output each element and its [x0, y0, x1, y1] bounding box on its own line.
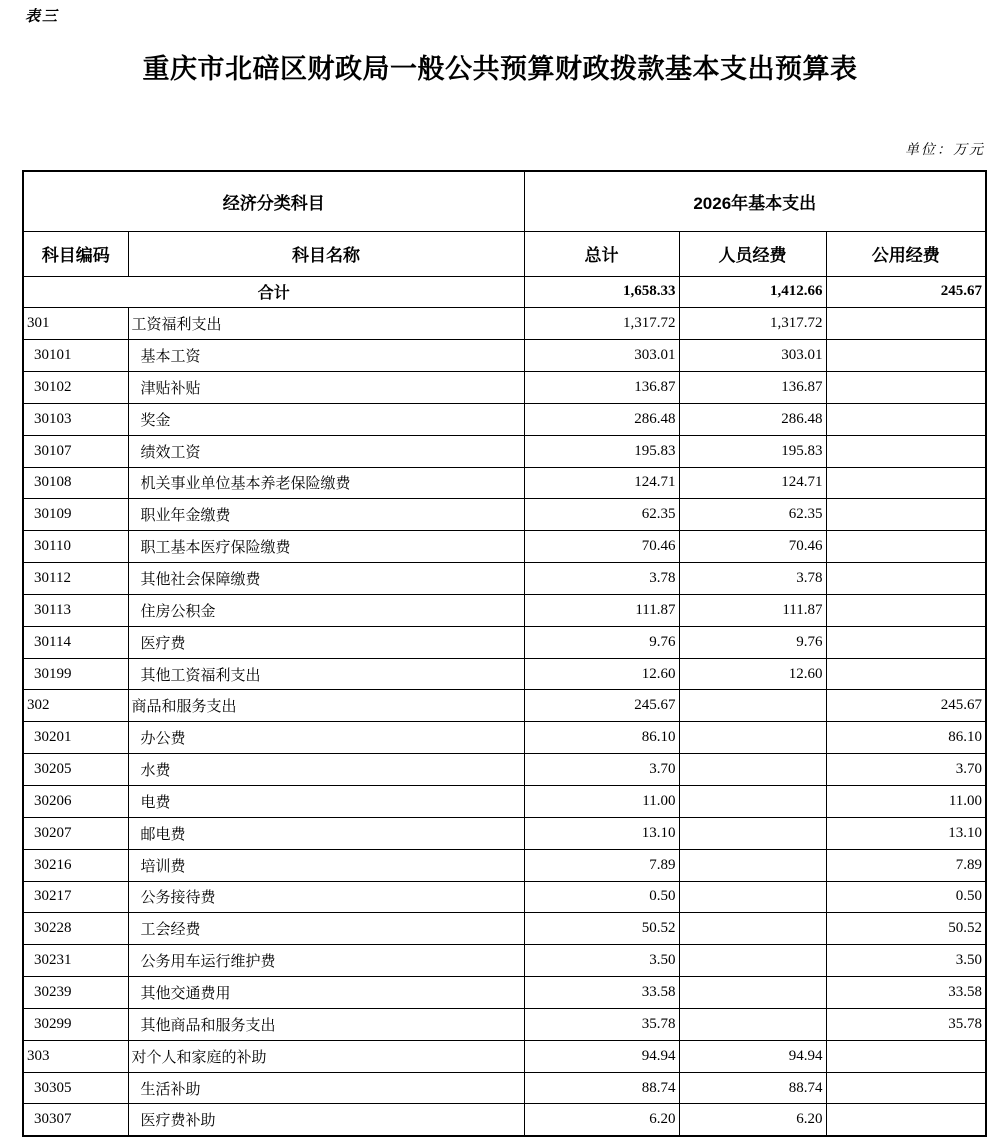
subject-code-cell: 30216	[23, 849, 128, 881]
table-row	[23, 372, 986, 404]
budget-table	[22, 170, 987, 1137]
subject-code-cell: 30231	[23, 945, 128, 977]
personnel-funds-cell: 12.60	[679, 658, 826, 690]
total-amount-cell: 13.10	[524, 817, 679, 849]
table-row	[23, 435, 986, 467]
table-row	[23, 1104, 986, 1136]
header-group-row	[23, 171, 986, 231]
subject-name-cell: 公务用车运行维护费	[128, 945, 524, 977]
total-amount-cell: 50.52	[524, 913, 679, 945]
total-amount-cell: 70.46	[524, 531, 679, 563]
table-row	[23, 1040, 986, 1072]
subject-code-cell: 30108	[23, 467, 128, 499]
public-funds-cell	[826, 1104, 986, 1136]
total-amount-cell: 3.78	[524, 563, 679, 595]
col-header-personnel-funds: 人员经费	[679, 231, 826, 276]
personnel-funds-cell: 3.78	[679, 563, 826, 595]
subject-name-cell: 其他工资福利支出	[128, 658, 524, 690]
subject-name-cell: 生活补助	[128, 1072, 524, 1104]
grand-total-row	[23, 276, 986, 308]
subject-name-cell: 商品和服务支出	[128, 690, 524, 722]
personnel-funds-cell: 111.87	[679, 594, 826, 626]
table-header	[23, 171, 986, 276]
total-amount-cell: 303.01	[524, 340, 679, 372]
subject-name-cell: 职工基本医疗保险缴费	[128, 531, 524, 563]
total-amount-cell: 9.76	[524, 626, 679, 658]
personnel-funds-cell	[679, 786, 826, 818]
header-2026-basic-expenditure: 2026年基本支出	[524, 171, 986, 231]
subject-name-cell: 电费	[128, 786, 524, 818]
personnel-funds-cell: 124.71	[679, 467, 826, 499]
subject-code-cell: 30199	[23, 658, 128, 690]
public-funds-cell: 0.50	[826, 881, 986, 913]
subject-name-cell: 其他商品和服务支出	[128, 1008, 524, 1040]
personnel-funds-cell	[679, 881, 826, 913]
subject-code-cell: 30113	[23, 594, 128, 626]
personnel-funds-cell	[679, 1008, 826, 1040]
table-number-label: 表三	[25, 9, 60, 25]
public-funds-cell: 245.67	[826, 690, 986, 722]
total-amount-cell: 111.87	[524, 594, 679, 626]
public-funds-cell	[826, 499, 986, 531]
subject-name-cell: 培训费	[128, 849, 524, 881]
public-funds-cell: 11.00	[826, 786, 986, 818]
total-amount-cell: 6.20	[524, 1104, 679, 1136]
total-amount-cell: 33.58	[524, 977, 679, 1009]
table-row	[23, 817, 986, 849]
col-header-total: 总计	[524, 231, 679, 276]
table-row	[23, 403, 986, 435]
table-row	[23, 786, 986, 818]
subject-code-cell: 30299	[23, 1008, 128, 1040]
table-row	[23, 881, 986, 913]
total-amount-cell: 11.00	[524, 786, 679, 818]
table-row	[23, 531, 986, 563]
subject-code-cell: 30239	[23, 977, 128, 1009]
subject-name-cell: 住房公积金	[128, 594, 524, 626]
subject-code-cell: 30217	[23, 881, 128, 913]
total-amount-cell: 88.74	[524, 1072, 679, 1104]
subject-code-cell: 301	[23, 308, 128, 340]
header-cols-row	[23, 231, 986, 276]
public-funds-cell: 3.70	[826, 754, 986, 786]
total-amount-cell: 7.89	[524, 849, 679, 881]
public-funds-cell	[826, 1040, 986, 1072]
subject-code-cell: 30228	[23, 913, 128, 945]
public-funds-cell: 35.78	[826, 1008, 986, 1040]
table-row	[23, 1008, 986, 1040]
table-row	[23, 626, 986, 658]
subject-code-cell: 30101	[23, 340, 128, 372]
personnel-funds-cell	[679, 945, 826, 977]
public-funds-cell: 50.52	[826, 913, 986, 945]
subject-name-cell: 公务接待费	[128, 881, 524, 913]
total-amount-cell: 12.60	[524, 658, 679, 690]
public-funds-cell	[826, 563, 986, 595]
personnel-funds-cell: 62.35	[679, 499, 826, 531]
total-amount-cell: 0.50	[524, 881, 679, 913]
personnel-funds-cell	[679, 690, 826, 722]
subject-name-cell: 水费	[128, 754, 524, 786]
table-row	[23, 658, 986, 690]
total-amount-cell: 35.78	[524, 1008, 679, 1040]
total-amount-cell: 62.35	[524, 499, 679, 531]
subject-code-cell: 30103	[23, 403, 128, 435]
public-funds-cell	[826, 372, 986, 404]
subject-name-cell: 奖金	[128, 403, 524, 435]
public-funds-cell: 13.10	[826, 817, 986, 849]
page-title: 重庆市北碚区财政局一般公共预算财政拨款基本支出预算表	[142, 54, 858, 84]
personnel-funds-cell: 94.94	[679, 1040, 826, 1072]
subject-name-cell: 基本工资	[128, 340, 524, 372]
subject-name-cell: 其他交通费用	[128, 977, 524, 1009]
table-row	[23, 594, 986, 626]
subject-name-cell: 医疗费	[128, 626, 524, 658]
subject-code-cell: 30305	[23, 1072, 128, 1104]
subject-code-cell: 30107	[23, 435, 128, 467]
subject-code-cell: 30109	[23, 499, 128, 531]
col-header-public-funds: 公用经费	[826, 231, 986, 276]
subject-name-cell: 工资福利支出	[128, 308, 524, 340]
public-funds-cell	[826, 340, 986, 372]
public-funds-cell	[826, 594, 986, 626]
subject-name-cell: 邮电费	[128, 817, 524, 849]
public-funds-cell	[826, 435, 986, 467]
total-amount-cell: 94.94	[524, 1040, 679, 1072]
grand-total-public: 245.67	[826, 276, 986, 308]
table-row	[23, 722, 986, 754]
subject-code-cell: 30110	[23, 531, 128, 563]
subject-code-cell: 30206	[23, 786, 128, 818]
grand-total-label: 合计	[23, 276, 524, 308]
personnel-funds-cell	[679, 722, 826, 754]
public-funds-cell	[826, 403, 986, 435]
unit-note: 单位：万元	[905, 143, 985, 158]
subject-name-cell: 对个人和家庭的补助	[128, 1040, 524, 1072]
subject-code-cell: 30207	[23, 817, 128, 849]
total-amount-cell: 286.48	[524, 403, 679, 435]
subject-code-cell: 30112	[23, 563, 128, 595]
total-amount-cell: 245.67	[524, 690, 679, 722]
table-row	[23, 945, 986, 977]
personnel-funds-cell: 195.83	[679, 435, 826, 467]
public-funds-cell	[826, 531, 986, 563]
total-amount-cell: 1,317.72	[524, 308, 679, 340]
col-header-subject-name: 科目名称	[128, 231, 524, 276]
subject-name-cell: 职业年金缴费	[128, 499, 524, 531]
public-funds-cell: 86.10	[826, 722, 986, 754]
public-funds-cell: 33.58	[826, 977, 986, 1009]
public-funds-cell	[826, 626, 986, 658]
grand-total-personnel: 1,412.66	[679, 276, 826, 308]
public-funds-cell: 3.50	[826, 945, 986, 977]
table-row	[23, 977, 986, 1009]
subject-name-cell: 绩效工资	[128, 435, 524, 467]
subject-name-cell: 医疗费补助	[128, 1104, 524, 1136]
table-body	[23, 276, 986, 1136]
personnel-funds-cell: 70.46	[679, 531, 826, 563]
header-economic-classification: 经济分类科目	[23, 171, 524, 231]
subject-code-cell: 30102	[23, 372, 128, 404]
table-row	[23, 340, 986, 372]
personnel-funds-cell: 9.76	[679, 626, 826, 658]
subject-code-cell: 30205	[23, 754, 128, 786]
subject-code-cell: 30201	[23, 722, 128, 754]
public-funds-cell	[826, 658, 986, 690]
total-amount-cell: 195.83	[524, 435, 679, 467]
table-row	[23, 913, 986, 945]
personnel-funds-cell: 6.20	[679, 1104, 826, 1136]
table-row	[23, 467, 986, 499]
table-row	[23, 308, 986, 340]
subject-code-cell: 303	[23, 1040, 128, 1072]
personnel-funds-cell	[679, 913, 826, 945]
public-funds-cell	[826, 1072, 986, 1104]
personnel-funds-cell: 286.48	[679, 403, 826, 435]
subject-name-cell: 机关事业单位基本养老保险缴费	[128, 467, 524, 499]
table-row	[23, 690, 986, 722]
personnel-funds-cell: 303.01	[679, 340, 826, 372]
table-row	[23, 754, 986, 786]
subject-name-cell: 其他社会保障缴费	[128, 563, 524, 595]
table-row	[23, 849, 986, 881]
personnel-funds-cell	[679, 849, 826, 881]
subject-name-cell: 办公费	[128, 722, 524, 754]
public-funds-cell: 7.89	[826, 849, 986, 881]
public-funds-cell	[826, 467, 986, 499]
table-row	[23, 499, 986, 531]
personnel-funds-cell	[679, 817, 826, 849]
table-row	[23, 563, 986, 595]
total-amount-cell: 136.87	[524, 372, 679, 404]
table-row	[23, 1072, 986, 1104]
total-amount-cell: 3.50	[524, 945, 679, 977]
subject-name-cell: 津贴补贴	[128, 372, 524, 404]
total-amount-cell: 3.70	[524, 754, 679, 786]
subject-code-cell: 30307	[23, 1104, 128, 1136]
personnel-funds-cell: 88.74	[679, 1072, 826, 1104]
grand-total-amount: 1,658.33	[524, 276, 679, 308]
personnel-funds-cell	[679, 977, 826, 1009]
subject-code-cell: 302	[23, 690, 128, 722]
public-funds-cell	[826, 308, 986, 340]
personnel-funds-cell: 1,317.72	[679, 308, 826, 340]
subject-code-cell: 30114	[23, 626, 128, 658]
col-header-subject-code: 科目编码	[23, 231, 128, 276]
total-amount-cell: 86.10	[524, 722, 679, 754]
subject-name-cell: 工会经费	[128, 913, 524, 945]
personnel-funds-cell: 136.87	[679, 372, 826, 404]
total-amount-cell: 124.71	[524, 467, 679, 499]
personnel-funds-cell	[679, 754, 826, 786]
